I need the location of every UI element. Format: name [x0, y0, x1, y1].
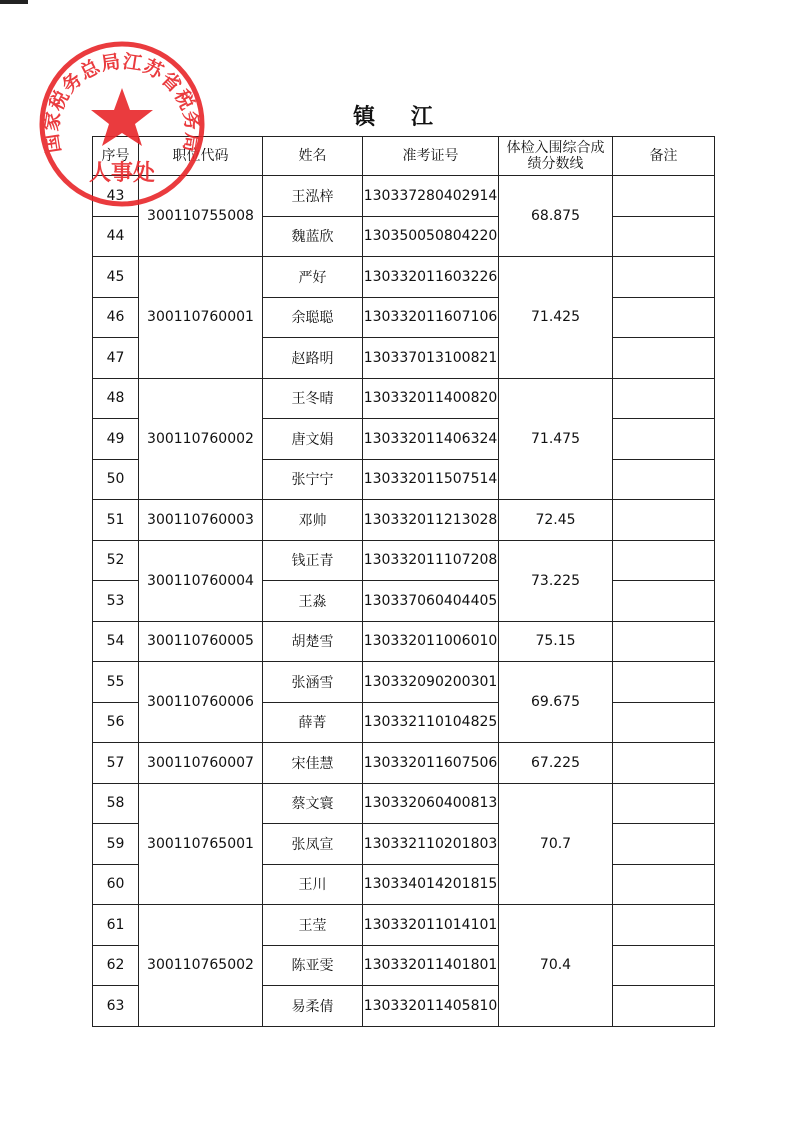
cell-score: 75.15	[499, 621, 613, 662]
cell-note	[613, 419, 715, 460]
cell-name: 易柔倩	[263, 986, 363, 1027]
admission-list-table	[92, 136, 715, 1027]
cell-ticket: 130332060400813	[363, 783, 499, 824]
cell-name: 赵路明	[263, 338, 363, 379]
cell-seq: 59	[93, 824, 139, 865]
cell-score: 69.675	[499, 662, 613, 743]
table-row	[93, 662, 715, 703]
cell-ticket: 130332011107208	[363, 540, 499, 581]
cell-ticket: 130332011014101	[363, 905, 499, 946]
cell-ticket: 130337060404405	[363, 581, 499, 622]
cell-ticket: 130332110201803	[363, 824, 499, 865]
header-code: 职位代码	[139, 137, 263, 176]
cell-seq: 48	[93, 378, 139, 419]
cell-note	[613, 338, 715, 379]
cell-seq: 50	[93, 459, 139, 500]
cell-position-code: 300110760002	[139, 378, 263, 500]
cell-name: 王泓梓	[263, 176, 363, 217]
cell-ticket: 130332011400820	[363, 378, 499, 419]
cell-ticket: 130332011401801	[363, 945, 499, 986]
page-title: 镇 江	[353, 104, 447, 130]
cell-ticket: 130332011607106	[363, 297, 499, 338]
cell-name: 钱正青	[263, 540, 363, 581]
cell-name: 严好	[263, 257, 363, 298]
cell-ticket: 130332011406324	[363, 419, 499, 460]
cell-position-code: 300110760005	[139, 621, 263, 662]
cell-seq: 57	[93, 743, 139, 784]
cell-position-code: 300110760006	[139, 662, 263, 743]
cell-name: 陈亚雯	[263, 945, 363, 986]
cell-note	[613, 216, 715, 257]
cell-seq: 54	[93, 621, 139, 662]
cell-name: 胡楚雪	[263, 621, 363, 662]
cell-note	[613, 945, 715, 986]
cell-name: 张涵雪	[263, 662, 363, 703]
table-row	[93, 743, 715, 784]
cell-name: 魏蓝欣	[263, 216, 363, 257]
cell-note	[613, 257, 715, 298]
cell-note	[613, 500, 715, 541]
cell-seq: 45	[93, 257, 139, 298]
cell-ticket: 130350050804220	[363, 216, 499, 257]
cell-position-code: 300110760003	[139, 500, 263, 541]
table-row	[93, 500, 715, 541]
cell-position-code: 300110765002	[139, 905, 263, 1027]
cell-name: 张宁宁	[263, 459, 363, 500]
cell-score: 70.7	[499, 783, 613, 905]
cell-name: 余聪聪	[263, 297, 363, 338]
cell-position-code: 300110760001	[139, 257, 263, 379]
cell-seq: 61	[93, 905, 139, 946]
table-header-row	[93, 137, 715, 176]
cell-seq: 53	[93, 581, 139, 622]
table-row	[93, 378, 715, 419]
seal-center-text: 人事处	[88, 160, 156, 186]
cell-note	[613, 662, 715, 703]
seal-ring-text: 国家税务总局江苏省税务局	[40, 50, 204, 155]
scan-edge-mark	[0, 0, 28, 4]
cell-position-code: 300110755008	[139, 176, 263, 257]
cell-seq: 56	[93, 702, 139, 743]
cell-note	[613, 621, 715, 662]
cell-name: 王川	[263, 864, 363, 905]
cell-ticket: 130332011607506	[363, 743, 499, 784]
cell-seq: 62	[93, 945, 139, 986]
cell-position-code: 300110760007	[139, 743, 263, 784]
table-row	[93, 176, 715, 217]
header-name: 姓名	[263, 137, 363, 176]
cell-note	[613, 540, 715, 581]
cell-note	[613, 783, 715, 824]
cell-seq: 58	[93, 783, 139, 824]
cell-ticket: 130332011405810	[363, 986, 499, 1027]
cell-note	[613, 297, 715, 338]
cell-score: 73.225	[499, 540, 613, 621]
cell-note	[613, 824, 715, 865]
cell-ticket: 130332011213028	[363, 500, 499, 541]
cell-score: 68.875	[499, 176, 613, 257]
header-ticket: 准考证号	[363, 137, 499, 176]
cell-seq: 51	[93, 500, 139, 541]
cell-seq: 60	[93, 864, 139, 905]
cell-seq: 44	[93, 216, 139, 257]
cell-note	[613, 176, 715, 217]
cell-note	[613, 702, 715, 743]
cell-position-code: 300110765001	[139, 783, 263, 905]
cell-seq: 55	[93, 662, 139, 703]
cell-seq: 49	[93, 419, 139, 460]
cell-name: 邓帅	[263, 500, 363, 541]
cell-seq: 46	[93, 297, 139, 338]
cell-score: 71.475	[499, 378, 613, 500]
cell-name: 薛菁	[263, 702, 363, 743]
table-row	[93, 540, 715, 581]
cell-name: 唐文娟	[263, 419, 363, 460]
cell-name: 王淼	[263, 581, 363, 622]
header-note: 备注	[613, 137, 715, 176]
cell-score: 71.425	[499, 257, 613, 379]
cell-score: 70.4	[499, 905, 613, 1027]
cell-ticket: 130337013100821	[363, 338, 499, 379]
table-row	[93, 905, 715, 946]
table-row	[93, 783, 715, 824]
cell-ticket: 130332011603226	[363, 257, 499, 298]
cell-seq: 47	[93, 338, 139, 379]
header-score: 体检入围综合成绩分数线	[499, 137, 613, 176]
cell-name: 宋佳慧	[263, 743, 363, 784]
cell-note	[613, 459, 715, 500]
cell-note	[613, 905, 715, 946]
cell-name: 蔡文寰	[263, 783, 363, 824]
cell-name: 王冬晴	[263, 378, 363, 419]
cell-note	[613, 864, 715, 905]
cell-ticket: 130332090200301	[363, 662, 499, 703]
cell-ticket: 130332011006010	[363, 621, 499, 662]
cell-score: 72.45	[499, 500, 613, 541]
cell-name: 王莹	[263, 905, 363, 946]
cell-note	[613, 581, 715, 622]
cell-ticket: 130334014201815	[363, 864, 499, 905]
cell-seq: 43	[93, 176, 139, 217]
cell-ticket: 130332011507514	[363, 459, 499, 500]
cell-ticket: 130337280402914	[363, 176, 499, 217]
cell-name: 张凤宣	[263, 824, 363, 865]
cell-ticket: 130332110104825	[363, 702, 499, 743]
cell-position-code: 300110760004	[139, 540, 263, 621]
cell-note	[613, 378, 715, 419]
cell-score: 67.225	[499, 743, 613, 784]
table-body	[93, 176, 715, 1027]
cell-seq: 52	[93, 540, 139, 581]
cell-note	[613, 986, 715, 1027]
cell-note	[613, 743, 715, 784]
cell-seq: 63	[93, 986, 139, 1027]
header-seq: 序号	[93, 137, 139, 176]
table-row	[93, 257, 715, 298]
table-row	[93, 621, 715, 662]
